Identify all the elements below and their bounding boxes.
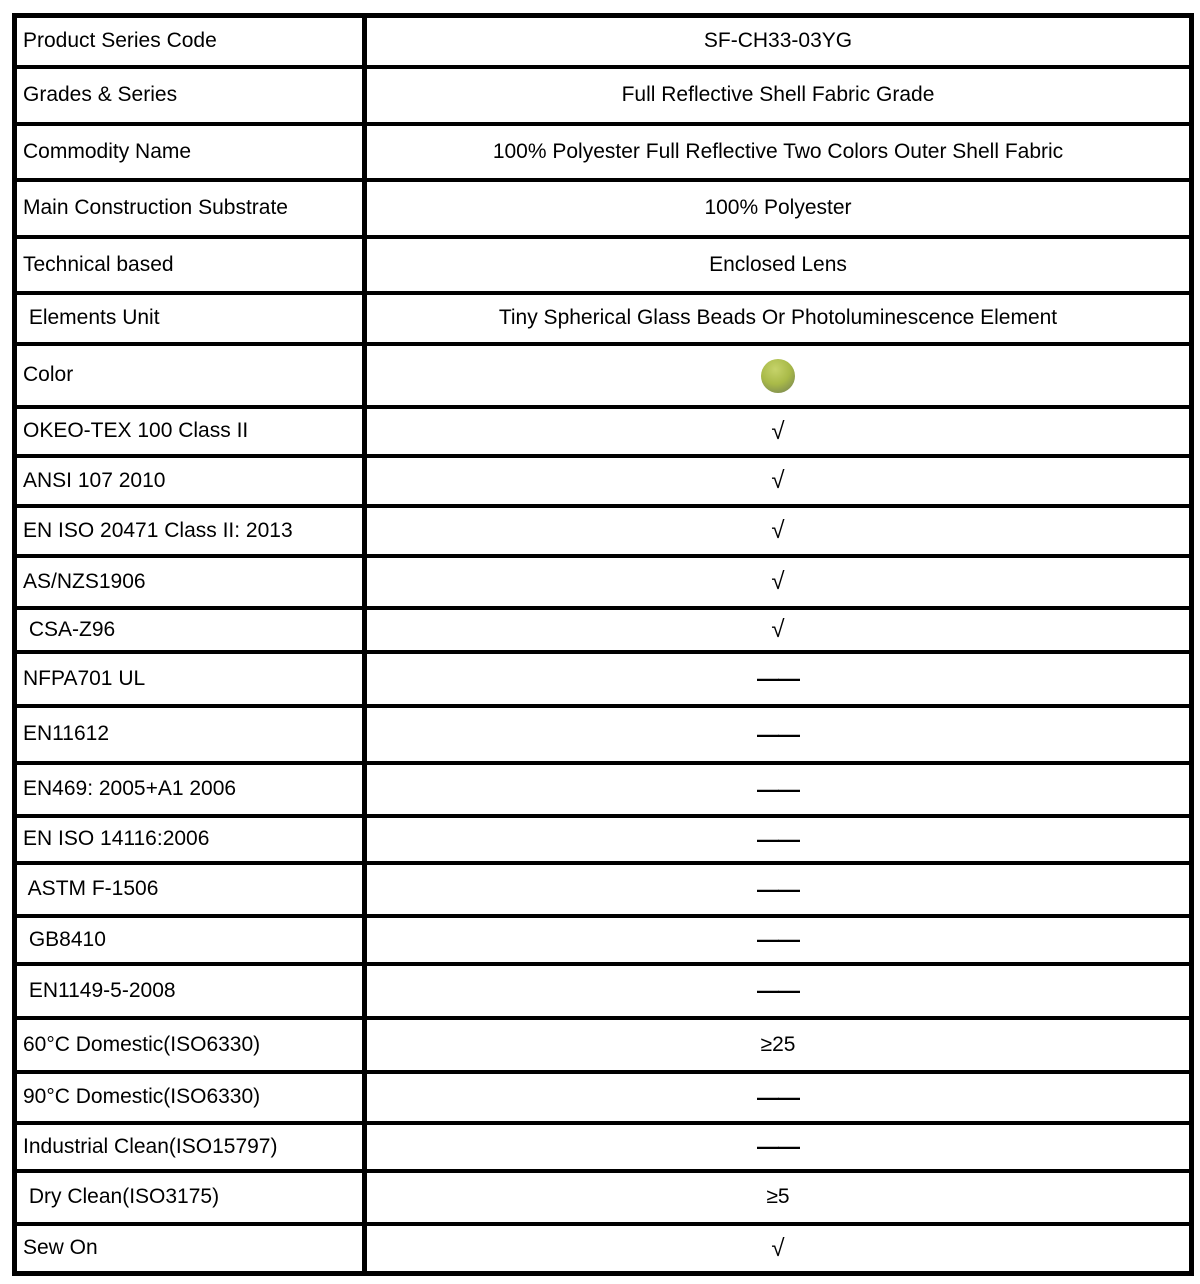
row-label: GB8410 — [23, 927, 106, 951]
row-20-value-cell — [367, 1074, 1189, 1125]
row-16-label-cell — [17, 865, 367, 918]
dash-mark: —— — [757, 776, 799, 802]
row-label: AS/NZS1906 — [23, 569, 146, 593]
row-11-value-cell — [367, 610, 1189, 654]
row-18-label-cell — [17, 966, 367, 1020]
row-3-label-cell — [17, 182, 367, 239]
row-18-value-cell — [367, 966, 1189, 1020]
dash-mark: —— — [757, 826, 799, 852]
dash-mark: —— — [757, 721, 799, 747]
color-swatch-ball — [761, 359, 795, 393]
row-19-value-cell — [367, 1020, 1189, 1074]
row-5-label-cell — [17, 295, 367, 346]
row-label: Sew On — [23, 1236, 98, 1260]
check-mark: √ — [771, 568, 785, 596]
dash-mark: —— — [757, 978, 799, 1004]
row-label: ASTM F-1506 — [23, 877, 159, 901]
value-text: Full Reflective Shell Fabric Grade — [621, 83, 935, 107]
row-16-value-cell — [367, 865, 1189, 918]
value-text: Tiny Spherical Glass Beads Or Photoluminescence Element — [498, 306, 1058, 330]
row-23-label-cell — [17, 1226, 367, 1271]
row-20-label-cell — [17, 1074, 367, 1125]
row-label: Industrial Clean(ISO15797) — [23, 1134, 278, 1158]
row-label: NFPA701 UL — [23, 666, 146, 690]
value-text: Enclosed Lens — [709, 252, 847, 276]
row-17-value-cell — [367, 918, 1189, 966]
value-text: ≥5 — [766, 1185, 790, 1209]
row-label: Technical based — [23, 252, 174, 276]
row-label: EN11612 — [23, 722, 110, 746]
row-6-value-cell — [367, 346, 1189, 409]
row-6-label-cell — [17, 346, 367, 409]
spec-table — [12, 13, 1194, 1276]
row-label: EN1149-5-2008 — [23, 978, 176, 1002]
row-21-label-cell — [17, 1125, 367, 1173]
row-9-value-cell — [367, 508, 1189, 558]
value-text: 100% Polyester — [704, 196, 852, 220]
row-0-value-cell — [367, 18, 1189, 69]
check-mark: √ — [771, 417, 785, 445]
row-12-label-cell — [17, 654, 367, 708]
row-21-value-cell — [367, 1125, 1189, 1173]
dash-mark: —— — [757, 1084, 799, 1110]
row-1-value-cell — [367, 69, 1189, 126]
row-4-label-cell — [17, 239, 367, 295]
row-12-value-cell — [367, 654, 1189, 708]
row-13-label-cell — [17, 708, 367, 765]
row-14-value-cell — [367, 765, 1189, 818]
row-label: OKEO-TEX 100 Class II — [23, 419, 249, 443]
row-7-value-cell — [367, 409, 1189, 458]
row-13-value-cell — [367, 708, 1189, 765]
row-label: 90°C Domestic(ISO6330) — [23, 1085, 261, 1109]
row-label: Product Series Code — [23, 29, 217, 53]
row-label: EN ISO 20471 Class II: 2013 — [23, 518, 293, 542]
row-8-label-cell — [17, 458, 367, 508]
row-17-label-cell — [17, 918, 367, 966]
row-9-label-cell — [17, 508, 367, 558]
row-label: EN ISO 14116:2006 — [23, 827, 210, 851]
row-7-label-cell — [17, 409, 367, 458]
row-3-value-cell — [367, 182, 1189, 239]
row-2-value-cell — [367, 126, 1189, 182]
check-mark: √ — [771, 616, 785, 644]
row-label: EN469: 2005+A1 2006 — [23, 777, 237, 801]
row-label: 60°C Domestic(ISO6330) — [23, 1032, 261, 1056]
row-23-value-cell — [367, 1226, 1189, 1271]
check-mark: √ — [771, 1234, 785, 1262]
row-15-label-cell — [17, 818, 367, 865]
row-1-label-cell — [17, 69, 367, 126]
row-14-label-cell — [17, 765, 367, 818]
row-label: ANSI 107 2010 — [23, 468, 166, 492]
dash-mark: —— — [757, 927, 799, 953]
row-label: CSA-Z96 — [23, 617, 116, 641]
row-22-value-cell — [367, 1173, 1189, 1226]
row-label: Commodity Name — [23, 139, 192, 163]
row-2-label-cell — [17, 126, 367, 182]
row-label: Elements Unit — [23, 306, 160, 330]
dash-mark: —— — [757, 666, 799, 692]
row-label: Main Construction Substrate — [23, 196, 288, 220]
row-11-label-cell — [17, 610, 367, 654]
row-22-label-cell — [17, 1173, 367, 1226]
row-8-value-cell — [367, 458, 1189, 508]
row-10-value-cell — [367, 558, 1189, 610]
row-15-value-cell — [367, 818, 1189, 865]
row-label: Dry Clean(ISO3175) — [23, 1185, 220, 1209]
row-10-label-cell — [17, 558, 367, 610]
dash-mark: —— — [757, 1134, 799, 1160]
row-19-label-cell — [17, 1020, 367, 1074]
value-text: 100% Polyester Full Reflective Two Colors Outer Shell Fabric — [492, 139, 1064, 163]
row-label: Color — [23, 363, 74, 387]
row-0-label-cell — [17, 18, 367, 69]
row-5-value-cell — [367, 295, 1189, 346]
check-mark: √ — [771, 467, 785, 495]
value-text: ≥25 — [760, 1032, 796, 1056]
row-label: Grades & Series — [23, 83, 178, 107]
row-4-value-cell — [367, 239, 1189, 295]
dash-mark: —— — [757, 876, 799, 902]
check-mark: √ — [771, 517, 785, 545]
value-text: SF-CH33-03YG — [703, 29, 853, 53]
